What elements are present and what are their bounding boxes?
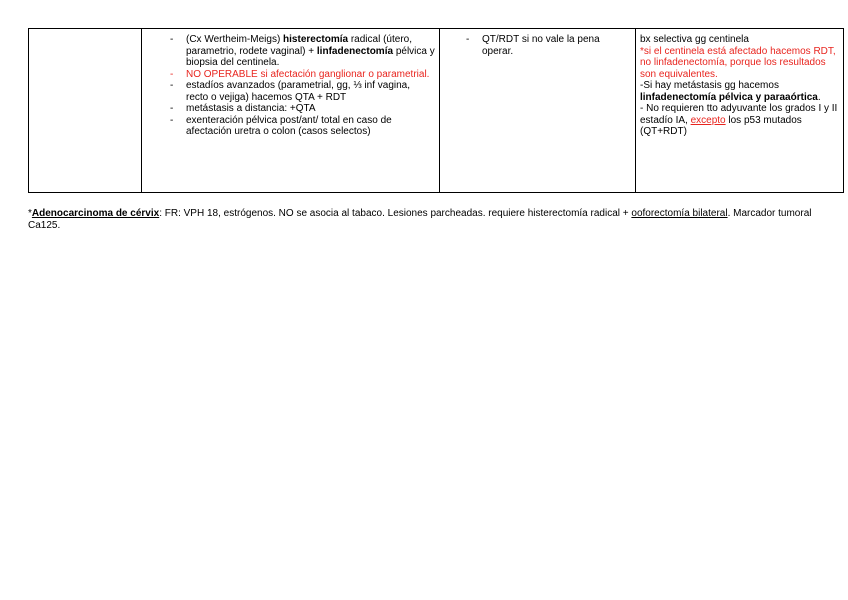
table-cell-therapy (440, 29, 636, 193)
list-item-text: estadíos avanzados (parametrial, gg, ⅓ inf vagina, recto o vejiga) hacemos QTA + RDT (186, 80, 411, 103)
therapy-list (444, 34, 631, 57)
table-cell-empty (29, 29, 142, 193)
table-cell-surgery (142, 29, 440, 193)
list-item-text: QT/RDT si no vale la pena operar. (482, 34, 600, 57)
note-text: . Marcador tumoral Ca125. (28, 208, 812, 231)
sentinel-line: bx selectiva gg centinela (640, 34, 749, 45)
cell-text: los p53 mutados (QT+RDT) (640, 114, 802, 137)
note-title: Adenocarcinoma de cérvix (31, 208, 160, 219)
list-item (186, 80, 435, 103)
note-asterisk: * (28, 208, 32, 219)
table-row (29, 29, 844, 193)
note-text: : FR: VPH 18, estrógenos. NO se asocia al tabaco. Lesiones parcheadas. requiere histerectomía radical + (159, 208, 632, 219)
bold-term: linfadenectomía (316, 45, 394, 57)
bold-term: histerectomía (283, 34, 349, 45)
sentinel-warning: *si el centinela está afectado hacemos RDT, no linfadenectomía, porque los resultados son equivalentes. (640, 45, 836, 80)
adenocarcinoma-note (28, 208, 828, 232)
bold-term: linfadenectomía pélvica y paraaórtica (640, 91, 818, 103)
list-item-text: radical (útero, parametrio, rodete vaginal) + (186, 34, 412, 57)
metastasis-line (640, 80, 839, 103)
list-item (186, 34, 435, 69)
list-item-text: (Cx Wertheim-Meigs) (186, 34, 284, 45)
exception-word: excepto (690, 114, 726, 126)
table-cell-sentinel (636, 29, 844, 193)
surgery-list (146, 34, 435, 138)
note-underlined-term: ooforectomía bilateral (631, 208, 728, 219)
list-item (186, 115, 435, 138)
treatment-table (28, 28, 844, 193)
cell-text: -Si hay metástasis gg hacemos (640, 80, 779, 91)
cell-text: . (817, 91, 821, 103)
list-item (482, 34, 631, 57)
list-item-text: metástasis a distancia: +QTA (186, 103, 316, 114)
list-item-text: pélvica y biopsia del centinela. (186, 45, 435, 68)
list-item-text: NO OPERABLE si afectación ganglionar o parametrial. (186, 68, 430, 80)
cell-text: - No requieren tto adyuvante los grados I y II estadío IA, (640, 103, 838, 126)
list-item (186, 69, 435, 81)
list-item-text: exenteración pélvica post/ant/ total en caso de afectación uretra o colon (casos selectos) (186, 114, 392, 137)
adjuvant-line (640, 103, 839, 138)
list-item (186, 103, 435, 115)
